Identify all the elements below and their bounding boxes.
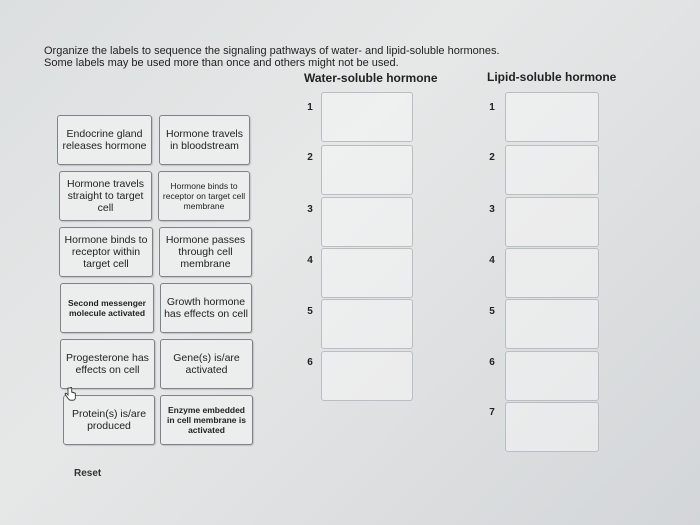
lipid-slot-number-3: 3	[489, 204, 495, 215]
label-proteins-produced[interactable]: Protein(s) is/are produced	[63, 395, 155, 445]
lipid-drop-zone-7[interactable]	[505, 402, 599, 452]
water-drop-zone-6[interactable]	[321, 351, 413, 401]
label-hormone-passes-through-membrane[interactable]: Hormone passes through cell membrane	[159, 227, 252, 277]
water-drop-zone-2[interactable]	[321, 145, 413, 195]
lipid-drop-zone-5[interactable]	[505, 299, 599, 349]
label-hormone-travels-straight-to-target[interactable]: Hormone travels straight to target cell	[59, 171, 152, 221]
lipid-slot-number-7: 7	[489, 407, 495, 418]
lipid-slot-number-2: 2	[489, 152, 495, 163]
lipid-slot-number-6: 6	[489, 357, 495, 368]
water-slot-number-6: 6	[307, 357, 313, 368]
lipid-slot-number-1: 1	[489, 102, 495, 113]
water-drop-zone-5[interactable]	[321, 299, 413, 349]
water-drop-zone-1[interactable]	[321, 92, 413, 142]
label-genes-activated[interactable]: Gene(s) is/are activated	[160, 339, 253, 389]
label-enzyme-embedded-activated[interactable]: Enzyme embedded in cell membrane is activated	[160, 395, 253, 445]
label-hormone-travels-in-bloodstream[interactable]: Hormone travels in bloodstream	[159, 115, 250, 165]
hand-cursor-icon	[64, 387, 76, 401]
label-progesterone-effects[interactable]: Progesterone has effects on cell	[60, 339, 155, 389]
label-hormone-binds-receptor-membrane[interactable]: Hormone binds to receptor on target cell membrane	[158, 171, 250, 221]
label-endocrine-gland-releases-hormone[interactable]: Endocrine gland releases hormone	[57, 115, 152, 165]
instructions-line-2: Some labels may be used more than once and others might not be used.	[44, 57, 399, 69]
lipid-soluble-header: Lipid-soluble hormone	[487, 70, 617, 84]
instructions-line-1: Organize the labels to sequence the signaling pathways of water- and lipid-soluble hormones.	[44, 45, 500, 57]
water-slot-number-4: 4	[307, 255, 313, 266]
water-soluble-header: Water-soluble hormone	[304, 71, 438, 85]
water-slot-number-2: 2	[307, 152, 313, 163]
lipid-slot-number-5: 5	[489, 306, 495, 317]
water-slot-number-3: 3	[307, 204, 313, 215]
lipid-drop-zone-4[interactable]	[505, 248, 599, 298]
reset-button[interactable]: Reset	[74, 468, 102, 479]
water-drop-zone-3[interactable]	[321, 197, 413, 247]
lipid-slot-number-4: 4	[489, 255, 495, 266]
water-slot-number-1: 1	[307, 102, 313, 113]
lipid-drop-zone-6[interactable]	[505, 351, 599, 401]
label-second-messenger-activated[interactable]: Second messenger molecule activated	[60, 283, 154, 333]
water-slot-number-5: 5	[307, 306, 313, 317]
lipid-drop-zone-3[interactable]	[505, 197, 599, 247]
lipid-drop-zone-1[interactable]	[505, 92, 599, 142]
instructions	[44, 45, 500, 69]
water-drop-zone-4[interactable]	[321, 248, 413, 298]
label-hormone-binds-receptor-within-cell[interactable]: Hormone binds to receptor within target cell	[59, 227, 153, 277]
label-growth-hormone-effects[interactable]: Growth hormone has effects on cell	[160, 283, 252, 333]
lipid-drop-zone-2[interactable]	[505, 145, 599, 195]
